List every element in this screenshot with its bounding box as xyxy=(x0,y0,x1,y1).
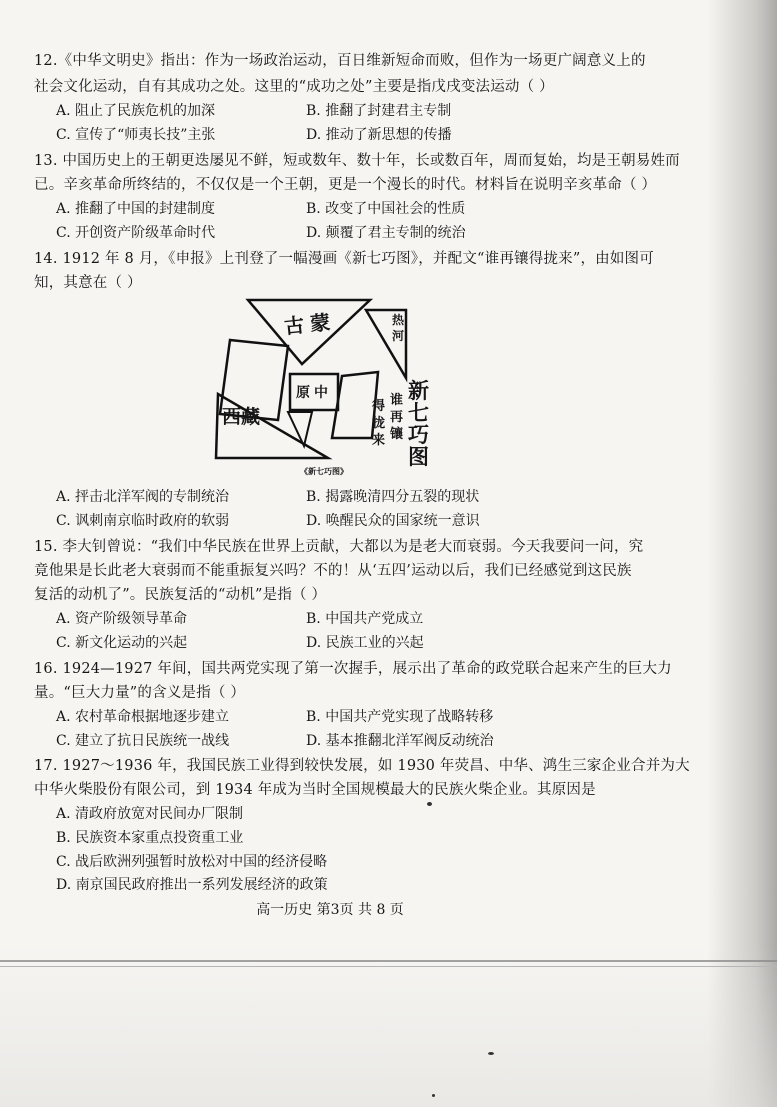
question-12-option-d: D. 推动了新思想的传播 xyxy=(306,127,452,143)
scan-speck xyxy=(488,1052,494,1055)
scan-speck xyxy=(427,802,432,806)
question-13-line-1: 13. 中国历史上的王朝更迭屡见不鲜，短或数年、数十年，长或数百年，周而复始，均是王朝易姓而 xyxy=(34,153,680,169)
question-12-option-a: A. 阻止了民族危机的加深 xyxy=(56,103,216,119)
question-15-option-b: B. 中国共产党成立 xyxy=(306,611,424,627)
question-17-line-1: 17. 1927～1936 年，我国民族工业得到较快发展，如 1930 年荧昌、中华、鸿生三家企业合并为大 xyxy=(34,758,690,774)
scan-shadow-bottom xyxy=(0,945,777,1107)
question-13-option-b: B. 改变了中国社会的性质 xyxy=(306,201,466,217)
question-13-option-a: A. 推翻了中国的封建制度 xyxy=(56,201,216,217)
question-14-line-1: 14. 1912 年 8 月，《申报》上刊登了一幅漫画《新七巧图》，并配文“谁再镶得拢来”，由如图可 xyxy=(34,251,654,267)
cartoon-caption-column-1: 谁再镶 xyxy=(390,393,404,442)
question-14-option-c: C. 讽刺南京临时政府的软弱 xyxy=(56,513,230,529)
label-tibet: 西藏 xyxy=(222,406,261,428)
question-15-option-d: D. 民族工业的兴起 xyxy=(306,635,424,651)
scan-fold-line-secondary xyxy=(0,966,777,967)
label-rehe: 热河 xyxy=(392,313,405,343)
question-13-option-c: C. 开创资产阶级革命时代 xyxy=(56,225,216,241)
tangram-cartoon-figure xyxy=(200,288,460,478)
question-16-option-c: C. 建立了抗日民族统一战线 xyxy=(56,733,230,749)
question-12-line-1: 12.《中华文明史》指出：作为一场政治运动，百日维新短命而败，但作为一场更广阔意义上的 xyxy=(34,53,646,69)
figure-caption: 《新七巧图》 xyxy=(300,466,348,476)
scan-speck xyxy=(432,1094,435,1097)
question-15-option-a: A. 资产阶级领导革命 xyxy=(56,611,188,627)
question-17-line-2: 中华火柴股份有限公司，到 1934 年成为当时全国规模最大的民族火柴企业。其原因是 xyxy=(34,782,596,798)
question-16-line-2: 量。“巨大力量”的含义是指（ ） xyxy=(34,685,246,701)
question-12-option-b: B. 推翻了封建君主专制 xyxy=(306,103,452,119)
question-15-line-1: 15. 李大钊曾说：“我们中华民族在世界上贡献，大都以为是老大而衰弱。今天我要问一问，究 xyxy=(34,539,644,555)
question-15-line-2: 竟他果是长此老大衰弱而不能重振复兴吗？不的！从‘五四’运动以后，我们已经感觉到这民族 xyxy=(34,563,632,579)
question-14-option-a: A. 抨击北洋军阀的专制统治 xyxy=(56,489,230,505)
cartoon-caption-column-2: 得拢来 xyxy=(372,399,386,448)
question-12-line-2: 社会文化运动，自有其成功之处。这里的“成功之处”主要是指戊戌变法运动（ ） xyxy=(34,79,554,95)
question-17-option-c: C. 战后欧洲列强暂时放松对中国的经济侵略 xyxy=(56,854,328,870)
question-17-option-b: B. 民族资本家重点投资重工业 xyxy=(56,830,244,846)
question-15-option-c: C. 新文化运动的兴起 xyxy=(56,635,188,651)
page-footer: 高一历史 第3页 共 8 页 xyxy=(256,902,404,918)
question-15-line-3: 复活的动机了”。民族复活的“动机”是指（ ） xyxy=(34,587,327,603)
scan-fold-line xyxy=(0,960,777,962)
scan-shadow-right xyxy=(707,0,777,1107)
question-16-line-1: 16. 1924—1927 年间，国共两党实现了第一次握手，展示出了革命的政党联合起来产生的巨大力 xyxy=(34,661,672,677)
question-16-option-b: B. 中国共产党实现了战略转移 xyxy=(306,709,494,725)
question-17-option-d: D. 南京国民政府推出一系列发展经济的政策 xyxy=(56,877,328,893)
question-13-option-d: D. 颠覆了君主专制的统治 xyxy=(306,225,466,241)
label-mongolia: 古蒙 xyxy=(283,309,338,339)
question-13-line-2: 已。辛亥革命所终结的，不仅仅是一个王朝，更是一个漫长的时代。材料旨在说明辛亥革命（ ） xyxy=(34,177,657,193)
question-14-option-d: D. 唤醒民众的国家统一意识 xyxy=(306,513,480,529)
question-14-line-2: 知，其意在（ ） xyxy=(34,275,142,291)
cartoon-title-vertical: 新七巧图 xyxy=(408,378,429,469)
question-16-option-a: A. 农村革命根据地逐步建立 xyxy=(56,709,230,725)
question-16-option-d: D. 基本推翻北洋军阀反动统治 xyxy=(306,733,494,749)
question-12-option-c: C. 宣传了“师夷长技”主张 xyxy=(56,127,216,143)
question-17-option-a: A. 清政府放宽对民间办厂限制 xyxy=(56,806,244,822)
label-central-plains: 原中 xyxy=(296,385,332,401)
question-14-option-b: B. 揭露晚清四分五裂的现状 xyxy=(306,489,480,505)
